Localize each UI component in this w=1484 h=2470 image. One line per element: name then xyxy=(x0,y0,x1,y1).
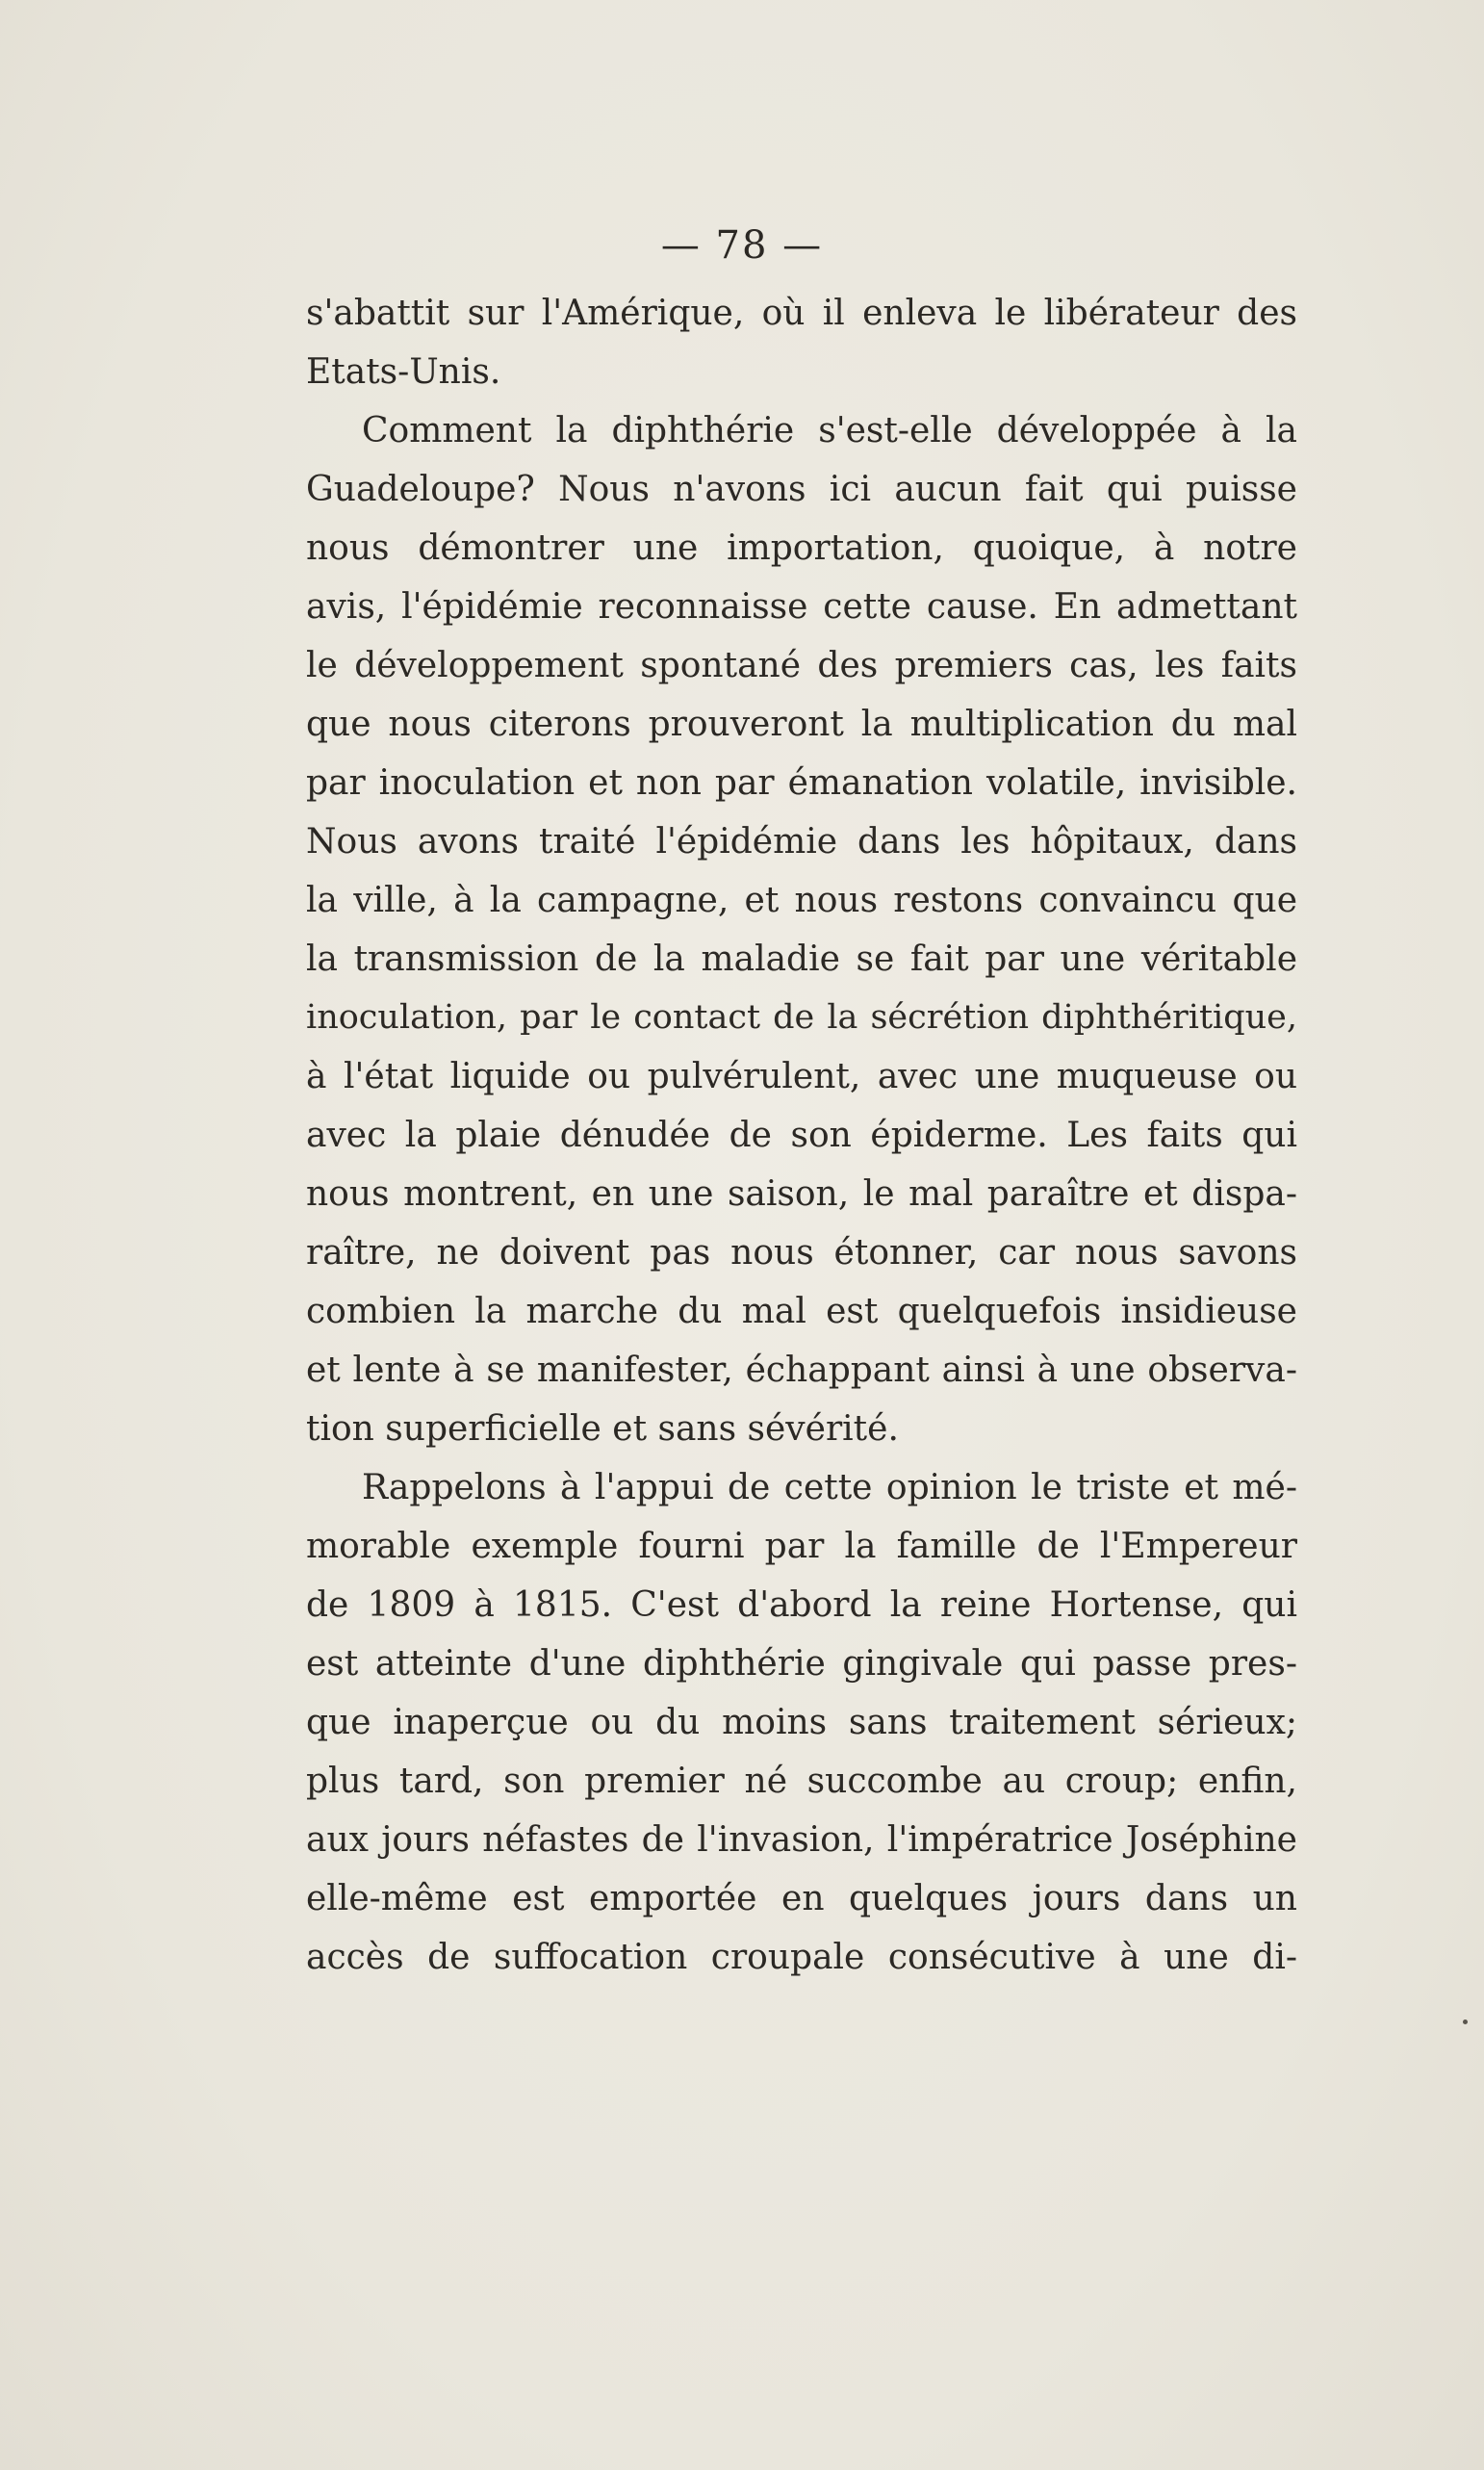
text-line: et lente à se manifester, échappant ainsi à une observa- xyxy=(306,1351,1297,1390)
text-line: plus tard, son premier né succombe au croup; enfin, xyxy=(306,1762,1297,1801)
text-line: Nous avons traité l'épidémie dans les hôpitaux, dans xyxy=(306,822,1297,862)
body-text xyxy=(306,284,1297,1987)
text-line: le développement spontané des premiers cas, les faits xyxy=(306,646,1297,685)
text-line: inoculation, par le contact de la sécrétion diphthéritique, xyxy=(306,998,1297,1037)
text-line: la transmission de la maladie se fait par une véritable xyxy=(306,939,1297,979)
text-line: raître, ne doivent pas nous étonner, car nous savons xyxy=(306,1233,1297,1273)
text-line: combien la marche du mal est quelquefois insidieuse xyxy=(306,1292,1297,1331)
text-line: de 1809 à 1815. C'est d'abord la reine Hortense, qui xyxy=(306,1585,1297,1625)
text-line: la ville, à la campagne, et nous restons convaincu que xyxy=(306,881,1297,920)
text-line: morable exemple fourni par la famille de l'Empereur xyxy=(306,1527,1297,1566)
text-line: par inoculation et non par émanation volatile, invisible. xyxy=(306,763,1297,803)
text-line: que inaperçue ou du moins sans traitement sérieux; xyxy=(306,1703,1297,1742)
text-line: Etats-Unis. xyxy=(306,352,501,392)
text-line: que nous citerons prouveront la multiplication du mal xyxy=(306,705,1297,744)
text-line: nous montrent, en une saison, le mal paraître et dispa- xyxy=(306,1174,1297,1214)
text-line: avis, l'épidémie reconnaisse cette cause. En admettant xyxy=(306,587,1297,627)
page-number: — 78 — xyxy=(660,223,824,268)
text-line: tion superficielle et sans sévérité. xyxy=(306,1409,899,1449)
text-line: nous démontrer une importation, quoique, à notre xyxy=(306,528,1297,568)
text-line: Comment la diphthérie s'est-elle développée à la xyxy=(362,411,1297,450)
text-line: avec la plaie dénudée de son épiderme. Les faits qui xyxy=(306,1116,1297,1155)
text-line: Rappelons à l'appui de cette opinion le triste et mé- xyxy=(362,1468,1297,1507)
text-line: est atteinte d'une diphthérie gingivale qui passe pres- xyxy=(306,1644,1297,1684)
text-line: Guadeloupe? Nous n'avons ici aucun fait qui puisse xyxy=(306,470,1297,509)
text-line: aux jours néfastes de l'invasion, l'impératrice Joséphine xyxy=(306,1820,1297,1860)
text-line: accès de suffocation croupale consécutive à une di- xyxy=(306,1938,1297,1977)
ink-speck xyxy=(1463,2020,1468,2024)
text-line: elle-même est emportée en quelques jours dans un xyxy=(306,1879,1297,1918)
text-line: s'abattit sur l'Amérique, où il enleva le libérateur des xyxy=(306,294,1297,333)
text-line: à l'état liquide ou pulvérulent, avec une muqueuse ou xyxy=(306,1057,1297,1096)
